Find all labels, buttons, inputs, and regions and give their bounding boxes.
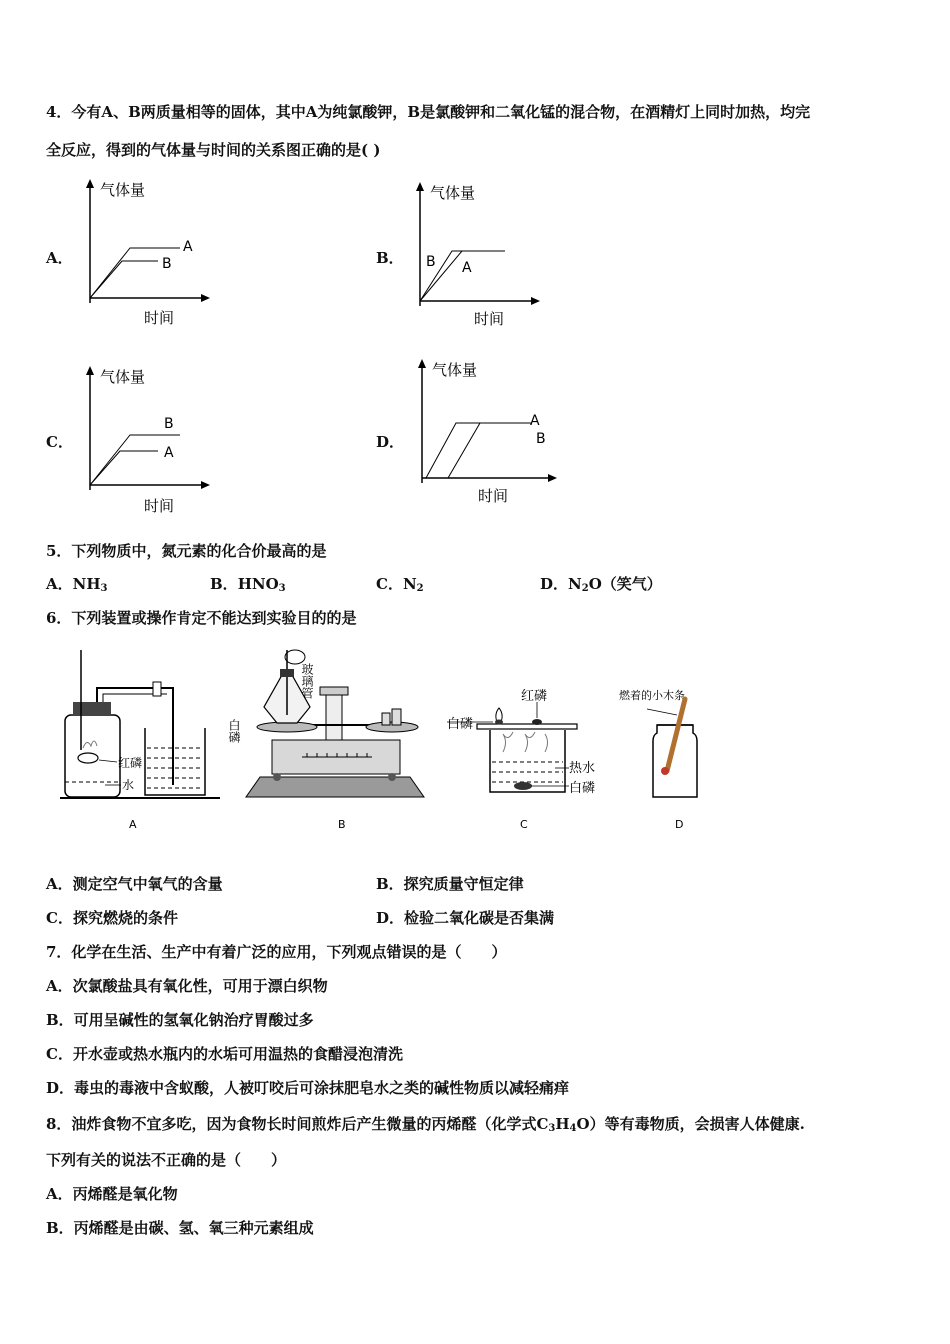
balance-base bbox=[246, 777, 424, 797]
q4-graph-a bbox=[80, 175, 220, 330]
x-axis-label: 时间 bbox=[478, 487, 509, 505]
label-white-phosphorus-bottom: 白磷 bbox=[569, 781, 596, 796]
y-axis-label: 气体量 bbox=[432, 361, 478, 379]
x-axis-arrow-icon bbox=[201, 294, 210, 302]
label-pointer bbox=[647, 709, 677, 715]
balance-pillar bbox=[326, 690, 342, 740]
beaker bbox=[145, 728, 205, 795]
curve-lower-label: A bbox=[462, 260, 472, 276]
steam-wisps bbox=[503, 732, 548, 752]
label-red-phosphorus: 红磷 bbox=[118, 756, 143, 770]
curve-upper-label: A bbox=[530, 413, 540, 429]
q6-option-c: C．探究燃烧的条件 bbox=[46, 909, 178, 927]
curve-lower-label: B bbox=[162, 256, 172, 272]
q4-option-b-label: B． bbox=[376, 249, 404, 267]
label-burning-stick: 燃着的小木条 bbox=[619, 689, 685, 702]
curve-lower-label: A bbox=[164, 445, 174, 461]
q6-stem: 6．下列装置或操作肯定不能达到实验目的的是 bbox=[46, 609, 357, 627]
balance-foot bbox=[273, 773, 281, 781]
q7-option-c: C．开水壶或热水瓶内的水垢可用温热的食醋浸泡清洗 bbox=[46, 1045, 403, 1063]
curve-upper-label: A bbox=[183, 239, 193, 255]
curve-upper bbox=[426, 423, 532, 478]
x-axis-label: 时间 bbox=[144, 309, 175, 327]
flask-stopper bbox=[280, 669, 294, 677]
q4-graph-b bbox=[410, 178, 550, 333]
q7-option-a: A．次氯酸盐具有氧化性，可用于漂白织物 bbox=[46, 977, 328, 995]
label-red-phosphorus: 红磷 bbox=[521, 689, 548, 704]
curve-lower bbox=[90, 451, 158, 485]
curve-upper-label: B bbox=[426, 254, 436, 270]
combustion-spoon bbox=[78, 753, 98, 763]
figure-caption: D bbox=[675, 818, 684, 831]
ember-icon bbox=[661, 767, 669, 775]
weight-icon bbox=[392, 709, 401, 725]
figure-caption: C bbox=[520, 818, 528, 831]
q5-option-a: A．$NH_3$ bbox=[46, 575, 108, 594]
q8-stem-line2: 下列有关的说法不正确的是（ ） bbox=[46, 1151, 287, 1169]
q4-graph-d bbox=[412, 355, 562, 515]
q6-figure-c bbox=[445, 682, 610, 837]
figure-caption: B bbox=[338, 818, 346, 831]
beaker-water bbox=[147, 748, 203, 788]
balance-foot bbox=[388, 773, 396, 781]
label-pointer bbox=[99, 760, 117, 762]
figure-caption: A bbox=[129, 818, 137, 831]
label-hot-water: 热水 bbox=[569, 761, 596, 776]
white-phosphorus-top bbox=[495, 720, 503, 725]
x-axis-arrow-icon bbox=[201, 481, 210, 489]
y-axis-label: 气体量 bbox=[100, 181, 146, 199]
x-axis-label: 时间 bbox=[474, 310, 505, 328]
label-white-phosphorus: 白磷 bbox=[227, 719, 241, 743]
y-axis-arrow-icon bbox=[416, 182, 424, 191]
q4-option-d-label: D． bbox=[376, 433, 405, 451]
y-axis-arrow-icon bbox=[418, 359, 426, 368]
label-white-phosphorus-top: 白磷 bbox=[447, 717, 474, 732]
hot-water bbox=[492, 762, 563, 782]
q7-option-b: B．可用呈碱性的氢氧化钠治疗胃酸过多 bbox=[46, 1011, 314, 1029]
bottle-stopper bbox=[73, 702, 111, 716]
x-axis-arrow-icon bbox=[548, 474, 557, 482]
q5-option-c: C．$N_2$ bbox=[376, 575, 424, 594]
q4-stem-line2: 全反应，得到的气体量与时间的关系图正确的是( ) bbox=[46, 141, 381, 159]
q4-graph-c bbox=[80, 362, 220, 517]
y-axis-arrow-icon bbox=[86, 366, 94, 375]
q8-option-a: A．丙烯醛是氧化物 bbox=[46, 1185, 178, 1203]
q6-option-a: A．测定空气中氧气的含量 bbox=[46, 875, 223, 893]
wooden-stick bbox=[667, 699, 685, 771]
red-phosphorus bbox=[532, 719, 542, 725]
q4-option-a-label: A． bbox=[46, 249, 73, 267]
label-water: 水 bbox=[122, 778, 135, 792]
q6-option-b: B．探究质量守恒定律 bbox=[376, 875, 524, 893]
curve-upper-label: B bbox=[164, 416, 174, 432]
curve-lower-label: B bbox=[536, 431, 546, 447]
balloon-icon bbox=[285, 650, 305, 664]
clamp-icon bbox=[153, 682, 161, 696]
q6-figure-b bbox=[227, 645, 432, 835]
label-glass-tube: 玻璃管 bbox=[300, 663, 314, 699]
curve-lower bbox=[90, 261, 158, 298]
q5-stem: 5．下列物质中，氮元素的化合价最高的是 bbox=[46, 542, 327, 560]
y-axis-label: 气体量 bbox=[430, 184, 476, 202]
q7-stem: 7．化学在生活、生产中有着广泛的应用，下列观点错误的是（ ） bbox=[46, 943, 507, 961]
copper-plate bbox=[477, 724, 577, 729]
balance-head bbox=[320, 687, 348, 695]
weight-icon bbox=[382, 713, 390, 725]
q7-option-d: D．毒虫的毒液中含蚁酸，人被叮咬后可涂抹肥皂水之类的碱性物质以减轻痛痒 bbox=[46, 1079, 570, 1097]
q8-stem-line1: 8．油炸食物不宜多吃，因为食物长时间煎炸后产生微量的丙烯醛（化学式$C_3H_4O$）等有毒物质，会损害人体健康. bbox=[46, 1115, 805, 1134]
q4-option-c-label: C． bbox=[46, 433, 73, 451]
y-axis-arrow-icon bbox=[86, 179, 94, 188]
y-axis-label: 气体量 bbox=[100, 368, 146, 386]
q6-figure-a bbox=[55, 640, 225, 835]
white-phosphorus-bottom bbox=[514, 782, 532, 790]
curve-lower bbox=[448, 423, 480, 478]
q6-figure-d bbox=[615, 685, 715, 835]
x-axis-arrow-icon bbox=[531, 297, 540, 305]
flame-icon bbox=[83, 741, 97, 748]
q5-option-b: B．$HNO_3$ bbox=[210, 575, 286, 594]
q4-stem-line1: 4．今有A、B两质量相等的固体，其中A为纯氯酸钾，B是氯酸钾和二氧化锰的混合物，在酒精灯上同时加热，均完 bbox=[46, 103, 811, 121]
x-axis-label: 时间 bbox=[144, 497, 175, 515]
q8-option-b: B．丙烯醛是由碳、氢、氧三种元素组成 bbox=[46, 1219, 314, 1237]
q5-option-d: D．$N_2O$（笑气） bbox=[540, 575, 662, 594]
q6-option-d: D．检验二氧化碳是否集满 bbox=[376, 909, 555, 927]
